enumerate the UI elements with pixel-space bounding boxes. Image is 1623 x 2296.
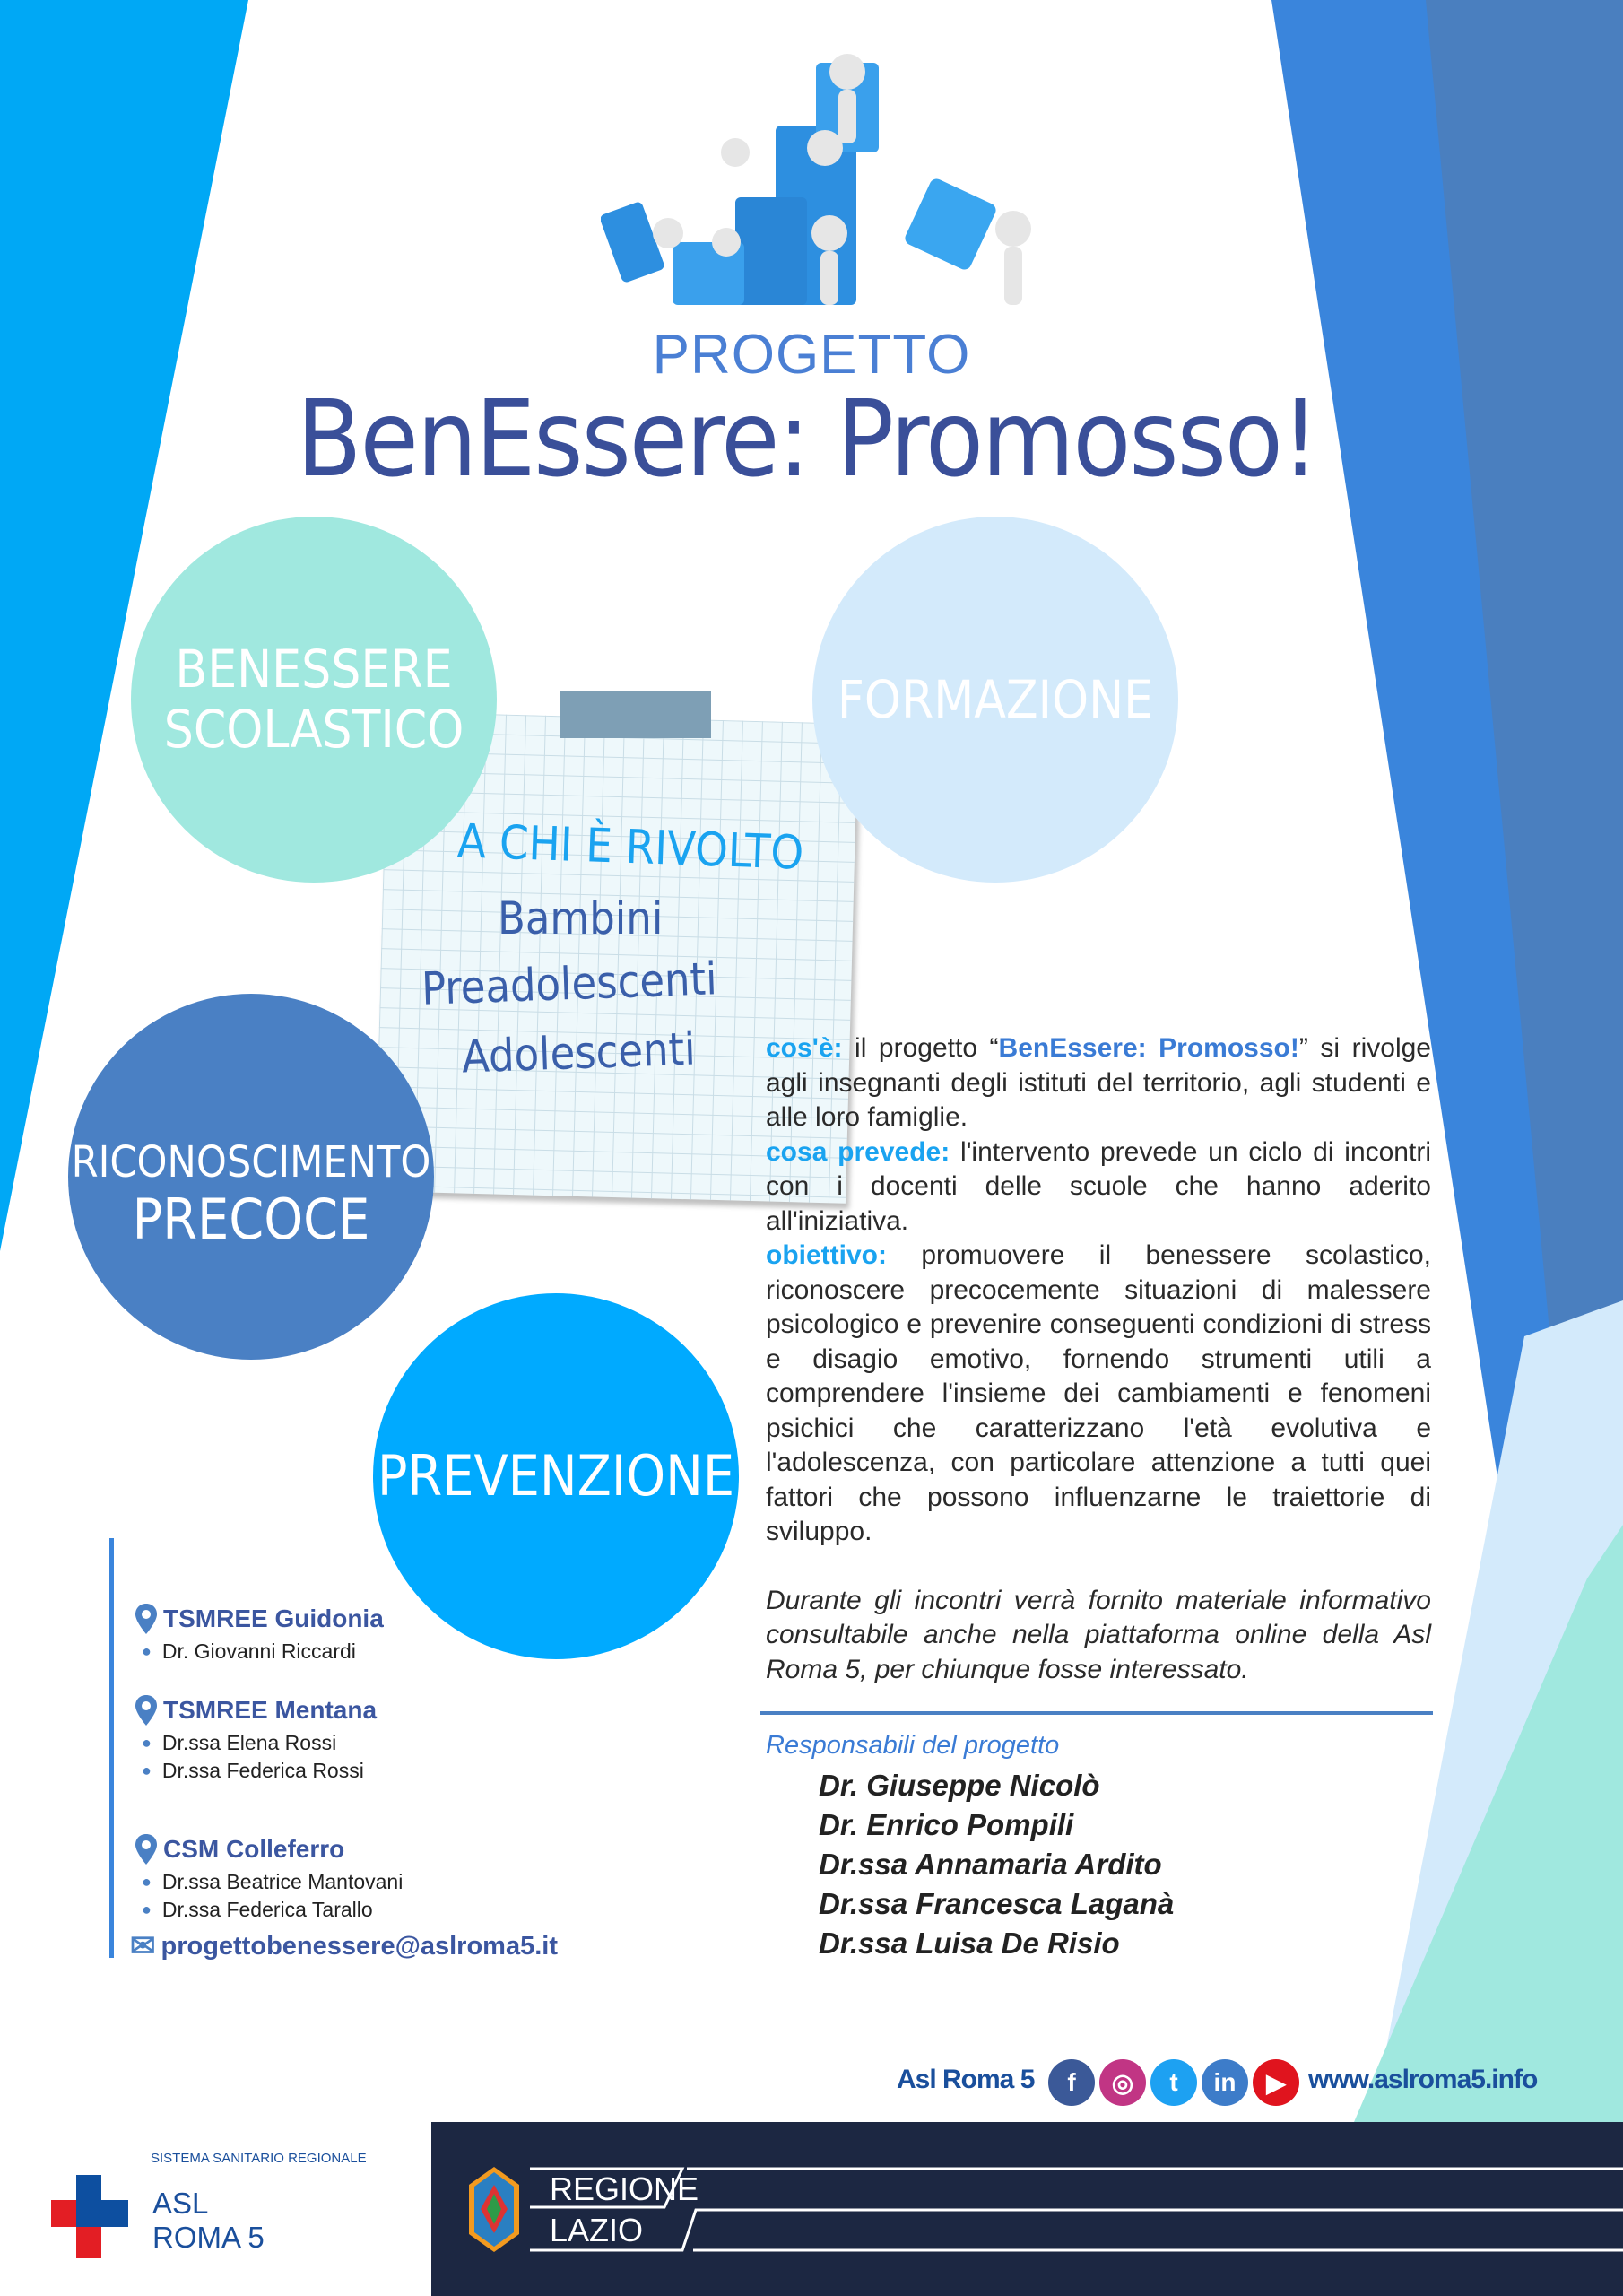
site-csm-colleferro [135, 1834, 344, 1865]
responsabile: Dr.ssa Annamaria Ardito [819, 1848, 1162, 1881]
contact-person [142, 1639, 356, 1664]
text: ” si rivolge agli insegnanti degli istituti del territorio, agli studenti e alle loro famiglie. [766, 1033, 1431, 1132]
regione-lazio-crest [467, 2167, 521, 2252]
person-name: Dr.ssa Federica Tarallo [161, 1898, 373, 1921]
facebook-icon[interactable]: f [1048, 2059, 1095, 2106]
person-icon: ● [142, 1900, 152, 1918]
circle-formazione [812, 517, 1178, 883]
circle-label: RICONOSCIMENTO [71, 1136, 431, 1187]
footer-org: Asl Roma 5 [897, 2065, 1035, 2094]
note-item: Preadolescenti [421, 952, 718, 1015]
asl-cross-logo [51, 2175, 128, 2258]
contact-person [142, 1870, 403, 1894]
pretitle: PROGETTO [652, 324, 971, 386]
person-icon: ● [142, 1734, 152, 1752]
site-tsmree-guidonia [135, 1604, 384, 1634]
site-name: TSMREE Guidonia [163, 1605, 384, 1632]
person-name: Dr. Giovanni Riccardi [161, 1639, 356, 1663]
circle-label: BENESSERE [175, 639, 453, 700]
regione-line: LAZIO [550, 2212, 644, 2248]
person-icon: ● [142, 1873, 152, 1891]
twitter-icon[interactable]: t [1150, 2059, 1197, 2106]
circle-label: PREVENZIONE [377, 1443, 735, 1509]
project-name: BenEssere: Promosso! [998, 1033, 1299, 1063]
responsabile: Dr. Giuseppe Nicolò [819, 1769, 1100, 1802]
cose-label: cos'è: [766, 1033, 843, 1063]
email-link[interactable] [130, 1928, 558, 1964]
location-pin-icon [135, 1604, 158, 1634]
linkedin-icon[interactable]: in [1202, 2059, 1248, 2106]
note-item: Bambini [498, 892, 664, 944]
tape [560, 691, 711, 738]
circle-prevenzione [373, 1293, 739, 1659]
prevede-label: cosa prevede: [766, 1136, 950, 1167]
instagram-icon[interactable]: ◎ [1099, 2059, 1146, 2106]
asl-system-label: SISTEMA SANITARIO REGIONALE [151, 2151, 367, 2166]
text: promuovere il benessere scolastico, riconoscere precocemente situazioni di malessere psicologico e prevenire conseguenti condizioni di stress e disagio emotivo, fornendo strumenti utili a comprendere l'insieme dei cambiamenti e fenomeni psichici che caratterizzano l'età evolutiva e l'adolescenza, con particolare attenzione a tutti quei fattori che possono influenzarne le traiettorie di sviluppo. [766, 1240, 1431, 1546]
email-address[interactable]: progettobenessere@aslroma5.it [161, 1931, 558, 1961]
youtube-icon[interactable]: ▶ [1253, 2059, 1299, 2106]
asl-line: ASL [152, 2187, 209, 2220]
materials-note: Durante gli incontri verrà fornito materiale informativo consultabile anche nella piattaforma online della Asl Roma 5, per chiunque fosse interessato. [766, 1585, 1431, 1684]
divider [760, 1711, 1433, 1715]
contact-person [142, 1759, 364, 1783]
responsabile: Dr.ssa Francesca Laganà [819, 1887, 1175, 1920]
regione-band [431, 2122, 1623, 2296]
email-icon: ✉ [130, 1929, 156, 1963]
responsabile: Dr.ssa Luisa De Risio [819, 1926, 1120, 1960]
location-pin-icon [135, 1834, 158, 1865]
contact-person [142, 1731, 336, 1755]
responsabili-title: Responsabili del progetto [766, 1731, 1060, 1760]
circle-label: PRECOCE [132, 1186, 370, 1252]
website-link[interactable]: www.aslroma5.info [1308, 2065, 1538, 2094]
circle-benessere-scolastico [131, 517, 497, 883]
person-name: Dr.ssa Federica Rossi [161, 1759, 364, 1782]
circle-riconoscimento-precoce [68, 994, 434, 1360]
person-icon: ● [142, 1642, 152, 1660]
regione-line: REGIONE [550, 2170, 699, 2207]
circle-label: FORMAZIONE [837, 668, 1154, 730]
circle-label: SCOLASTICO [163, 699, 464, 760]
note-title: A CHI È RIVOLTO [456, 814, 805, 881]
text: il progetto “ [842, 1033, 999, 1063]
site-name: TSMREE Mentana [163, 1696, 378, 1724]
obiettivo-label: obiettivo: [766, 1240, 887, 1270]
asl-name [152, 2187, 265, 2255]
site-name: CSM Colleferro [163, 1835, 345, 1863]
person-name: Dr.ssa Elena Rossi [161, 1731, 337, 1754]
asl-line: ROMA 5 [152, 2221, 265, 2254]
note-item: Adolescenti [461, 1022, 697, 1083]
regione-name [550, 2169, 699, 2251]
person-name: Dr.ssa Beatrice Mantovani [161, 1870, 404, 1893]
contact-person [142, 1898, 373, 1922]
location-pin-icon [135, 1695, 158, 1726]
responsabile: Dr. Enrico Pompili [819, 1808, 1074, 1841]
text: l'intervento prevede un ciclo di incontri con i docenti delle scuole che hanno aderito all'iniziativa. [766, 1136, 1431, 1236]
page-title: BenEssere: Promosso! [296, 377, 1318, 500]
puzzle-team-illustration [601, 27, 1049, 323]
project-description [766, 1031, 1431, 1687]
person-icon: ● [142, 1761, 152, 1779]
site-tsmree-mentana [135, 1695, 377, 1726]
contacts-bar [109, 1538, 114, 1958]
